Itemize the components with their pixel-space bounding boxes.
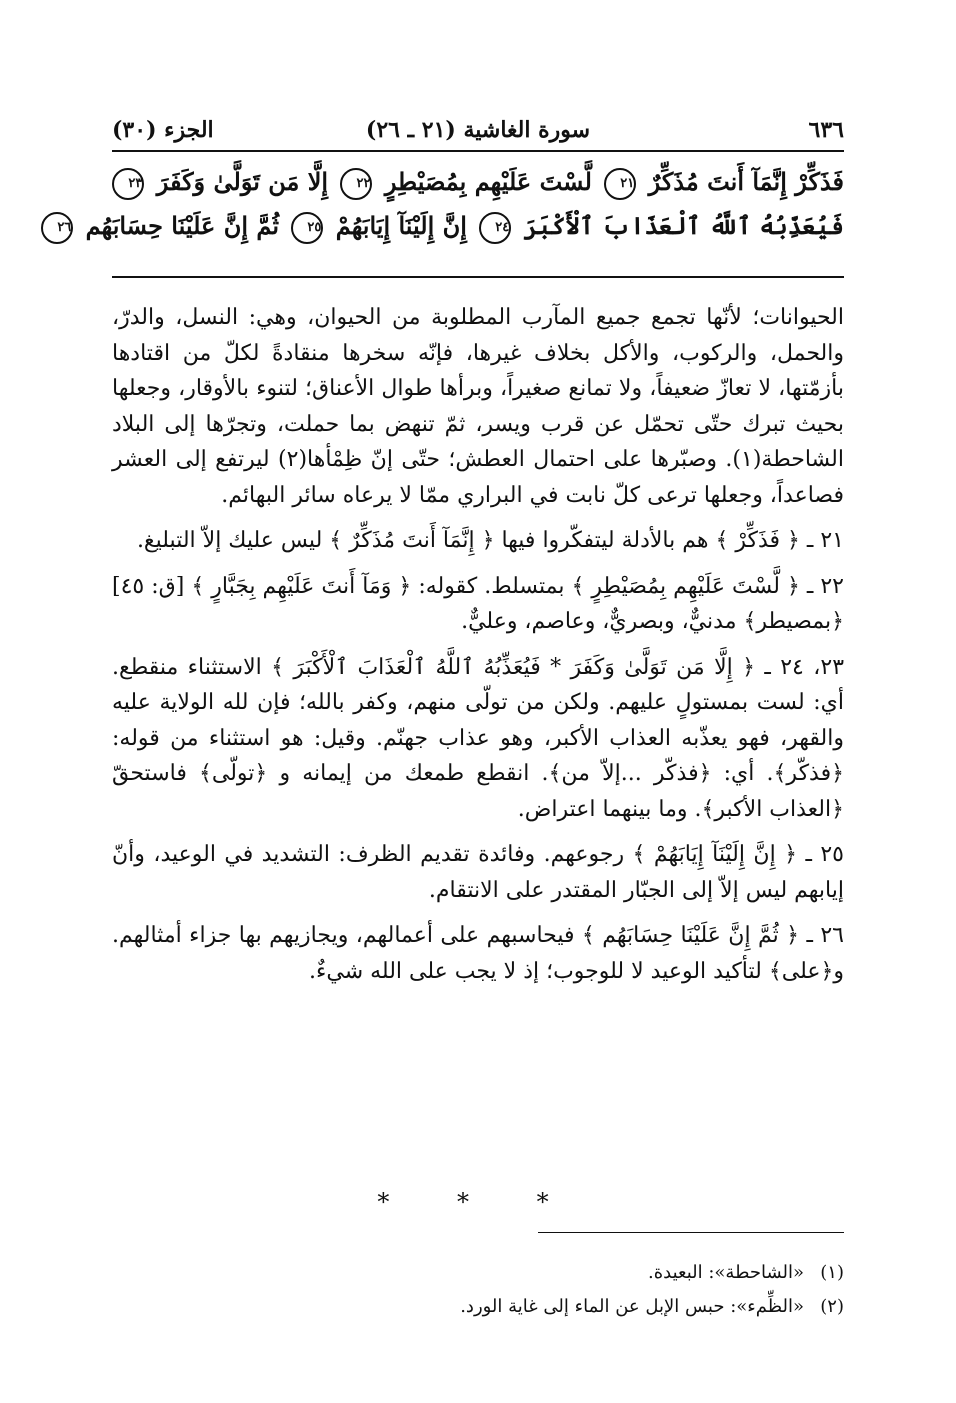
juz-label: الجزء (٣٠) [112,117,214,143]
verse-text: لَّسْتَ عَلَيْهِم بِمُصَيْطِرٍ [384,167,592,196]
ayah-number-marker: ٢١ [604,168,636,200]
footnote-text: «الشاحطة»: البعيدة. [647,1262,804,1283]
quran-line [112,160,844,204]
quran-verses [57,160,844,270]
ayah-number-marker: ٢٥ [291,212,323,244]
commentary-paragraph: ٢٢ ـ ﴿ لَّسْتَ عَلَيْهِم بِمُصَيْطِرٍ ﴾ بمتسلط. كقوله: ﴿ وَمَآ أَنتَ عَلَيْهِم بِجَبَّارٍ ﴾ [ق: ٤٥] ﴿بمصيطر﴾ مدنيٌّ، وبصريٌّ، وعاصم، وعليٌّ. [112,573,844,634]
commentary-paragraph: ٢١ ـ ﴿ فَذَكِّرْ ﴾ هم بالأدلة ليتفكّروا فيها ﴿ إِنَّمَآ أَنتَ مُذَكِّرٌ ﴾ ليس عليك إلاّ التبليغ. [136,528,844,553]
verse-text: ثُمَّ إِنَّ عَلَيْنَا حِسَابَهُم [85,211,280,240]
footnote-rule [538,1232,844,1233]
verses-rule [112,276,844,278]
ayah-number-marker: ٢٣ [112,168,144,200]
section-separator: * * * [377,1188,579,1216]
header-rule [112,150,844,152]
ayah-number-marker: ٢٤ [479,212,511,244]
verse-text: إِلَّا مَن تَوَلَّىٰ وَكَفَرَ [156,167,329,196]
footnote-number: (١) [820,1262,844,1283]
surah-title: سورة الغاشية (٢١ ـ ٢٦) [365,117,591,143]
footnote-item [112,1256,844,1290]
verse-text: إِنَّ إِلَيْنَآ إِيَابَهُمْ [335,211,467,240]
ayah-number-marker: ٢٦ [41,212,73,244]
commentary-body [112,300,844,999]
page-number: ٦٣٦ [808,117,844,143]
verse-text: فَيُعَذِّبُهُ ٱللَّهُ ٱلْعَذَابَ ٱلْأَكْبَرَ [523,211,844,240]
verse-text: فَذَكِّرْ إِنَّمَآ أَنتَ مُذَكِّرٌ [648,167,844,196]
commentary-paragraph: ٢٣، ٢٤ ـ ﴿ إِلَّا مَن تَوَلَّىٰ وَكَفَرَ * فَيُعَذِّبُهُ ٱللَّهُ ٱلْعَذَابَ ٱلْأَكْبَرَ ﴾ الاستثناء منقطع. أي: لست بمستولٍ عليهم. ولكن من تولّى منهم، وكفر بالله؛ فإن لله الولاية عليه والقهر، فهو يعذّبه العذاب الأكبر، وهو عذاب جهنّم. وقيل: هو استثناء من قوله: ﴿فذكّر﴾. أي: ﴿فذكّر ...إلاّ من﴾. انقطع طمعك من إيمانه و ﴿تولّى﴾ فاستحقّ ﴿العذاب الأكبر﴾. وما بينهما اعتراض. [112,654,845,822]
commentary-paragraph: ٢٥ ـ ﴿ إِنَّ إِلَيْنَآ إِيَابَهُمْ ﴾ رجوعهم. وفائدة تقديم الظرف: التشديد في الوعيد، وأنّ إيابهم ليس إلاّ إلى الجبّار المقتدر على الانتقام. [112,842,844,903]
footnote-number: (٢) [820,1296,844,1317]
commentary-paragraph: الحيوانات؛ لأنّها تجمع جميع المآرب المطلوبة من الحيوان، وهي: النسل، والدرّ، والحمل، والركوب، والأكل بخلاف غيرها، فإنّه سخرها منقادةً لكلّ من اقتادها بأزمّتها، لا تعازّ ضعيفاً، ولا تمانع صغيراً، وبرأها طوال الأعناق؛ لتنوء بالأوقار، وجعلها بحيث تبرك حتّى تحمّل عن قرب ويسر، ثمّ تنهض بما حملت، وتجرّها إلى البلاد الشاحطة(١). وصبّرها على احتمال العطش؛ حتّى إنّ ظِمْأها(٢) ليرتفع إلى العشر فصاعداً، وجعلها ترعى كلّ نابت في البراري ممّا لا يرعاه سائر البهائم. [112,305,844,508]
page-header [112,112,844,148]
commentary-paragraph: ٢٦ ـ ﴿ ثُمَّ إِنَّ عَلَيْنَا حِسَابَهُم ﴾ فيحاسبهم على أعمالهم، ويجازيهم بها جزاء أمثالهم. و﴿على﴾ لتأكيد الوعيد لا للوجوب؛ إذ لا يجب على الله شيءٌ. [112,923,844,984]
footnote-text: «الظِّمء»: حبس الإبل عن الماء إلى غاية الورد. [460,1296,804,1317]
quran-line [57,204,844,248]
footnotes [112,1256,844,1324]
ayah-number-marker: ٢٢ [340,168,372,200]
footnote-item [112,1290,844,1324]
